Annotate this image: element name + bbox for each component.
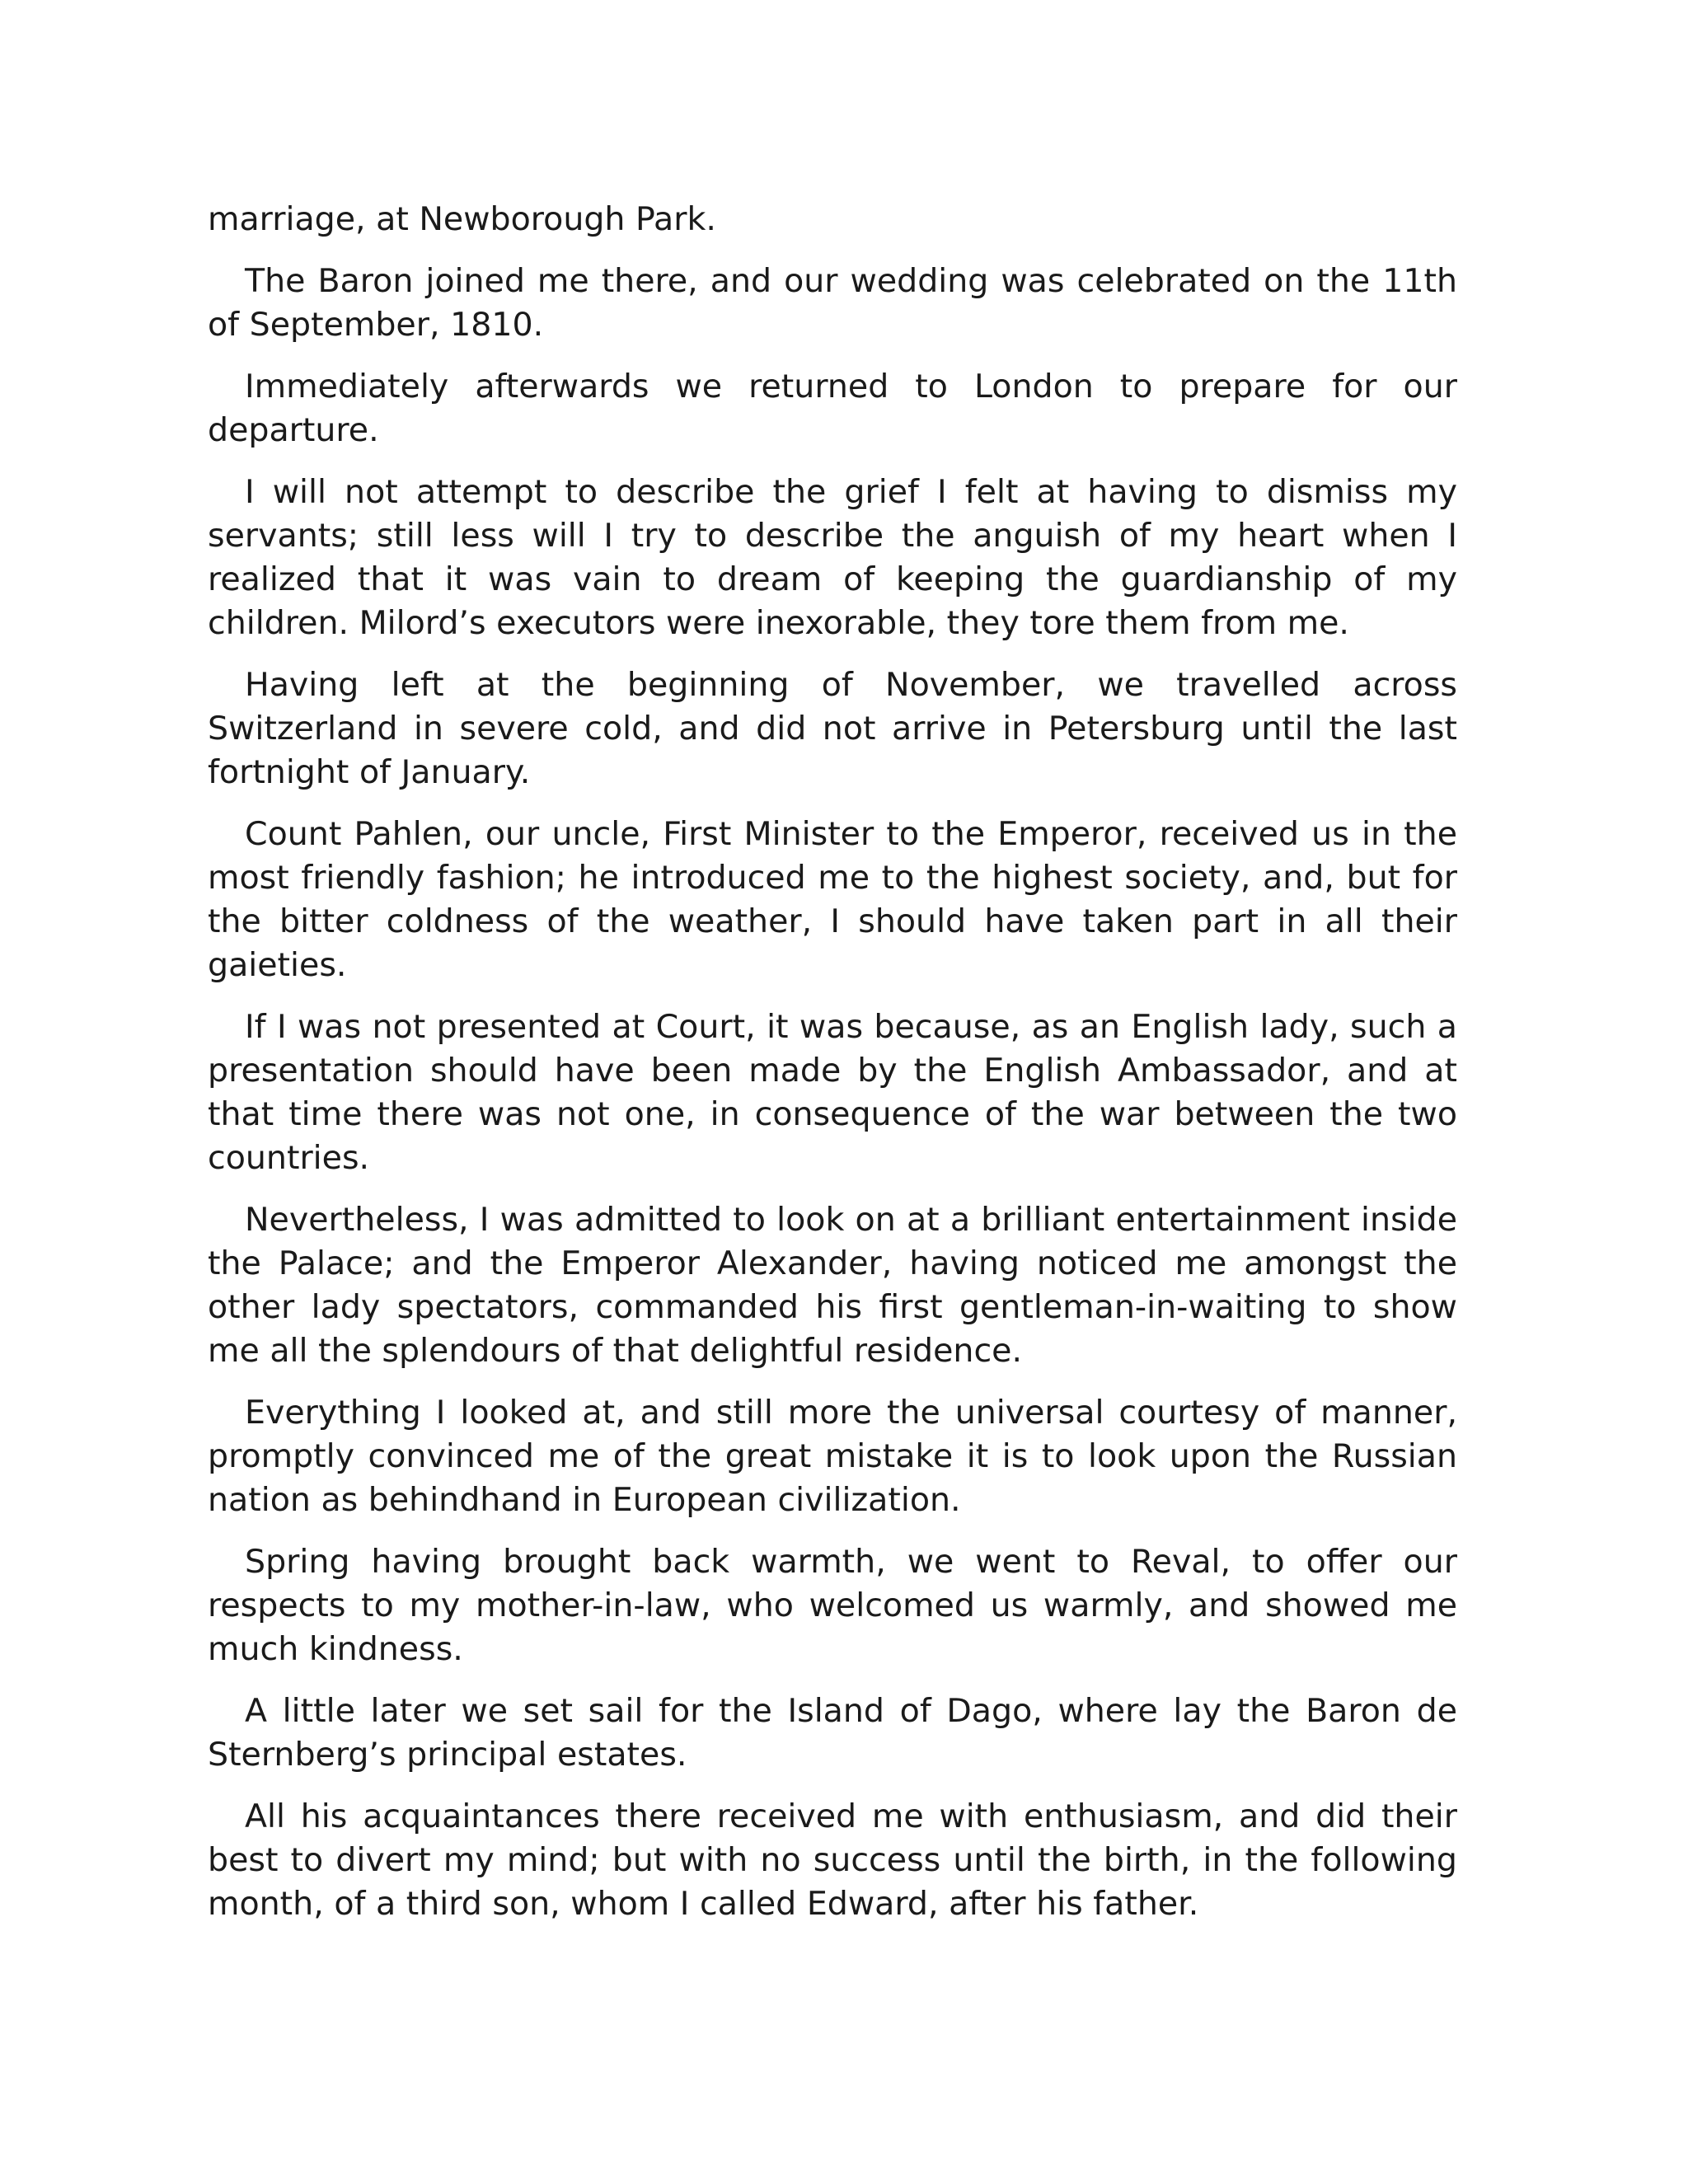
paragraph-palace: Nevertheless, I was admitted to look on at a brilliant entertainment inside the Palace; and the Emperor Alexander, having noticed me amongst the other lady spectators, commanded his first gentleman-in-waiting to show me all the splendours of that delightful residence. xyxy=(208,1201,1457,1370)
paragraph-journey: Having left at the beginning of November, we travelled across Switzerland in severe cold, and did not arrive in Petersburg until the last fortnight of January. xyxy=(208,666,1457,791)
paragraph-return-london: Immediately afterwards we returned to London to prepare for our departure. xyxy=(208,368,1457,449)
paragraph-count-pahlen: Count Pahlen, our uncle, First Minister to the Emperor, received us in the most friendly fashion; he introduced me to the highest society, and, but for the bitter coldness of the weather, I should have taken part in all their gaieties. xyxy=(208,815,1457,984)
paragraph-birth: All his acquaintances there received me with enthusiasm, and did their best to divert my mind; but with no success until the birth, in the following month, of a third son, whom I called Edward, after his father. xyxy=(208,1797,1457,1923)
page-body xyxy=(208,198,1457,1944)
paragraph-reval: Spring having brought back warmth, we went to Reval, to offer our respects to my mother-in-law, who welcomed us warmly, and showed me much kindness. xyxy=(208,1543,1457,1668)
paragraph-court: If I was not presented at Court, it was because, as an English lady, such a presentation should have been made by the English Ambassador, and at that time there was not one, in consequence of the war between the two countries. xyxy=(208,1008,1457,1177)
paragraph-grief: I will not attempt to describe the grief I felt at having to dismiss my servants; still less will I try to describe the anguish of my heart when I realized that it was vain to dream of keeping the guardianship of my children. Milord’s executors were inexorable, they tore them from me. xyxy=(208,473,1457,642)
paragraph-wedding: The Baron joined me there, and our wedding was celebrated on the 11th of September, 1810. xyxy=(208,262,1457,344)
paragraph-continuation: marriage, at Newborough Park. xyxy=(208,200,716,238)
paragraph-dago: A little later we set sail for the Island of Dago, where lay the Baron de Sternberg’s principal estates. xyxy=(208,1692,1457,1774)
paragraph-civilization: Everything I looked at, and still more the universal courtesy of manner, promptly convinced me of the great mistake it is to look upon the Russian nation as behindhand in European civilization. xyxy=(208,1394,1457,1519)
